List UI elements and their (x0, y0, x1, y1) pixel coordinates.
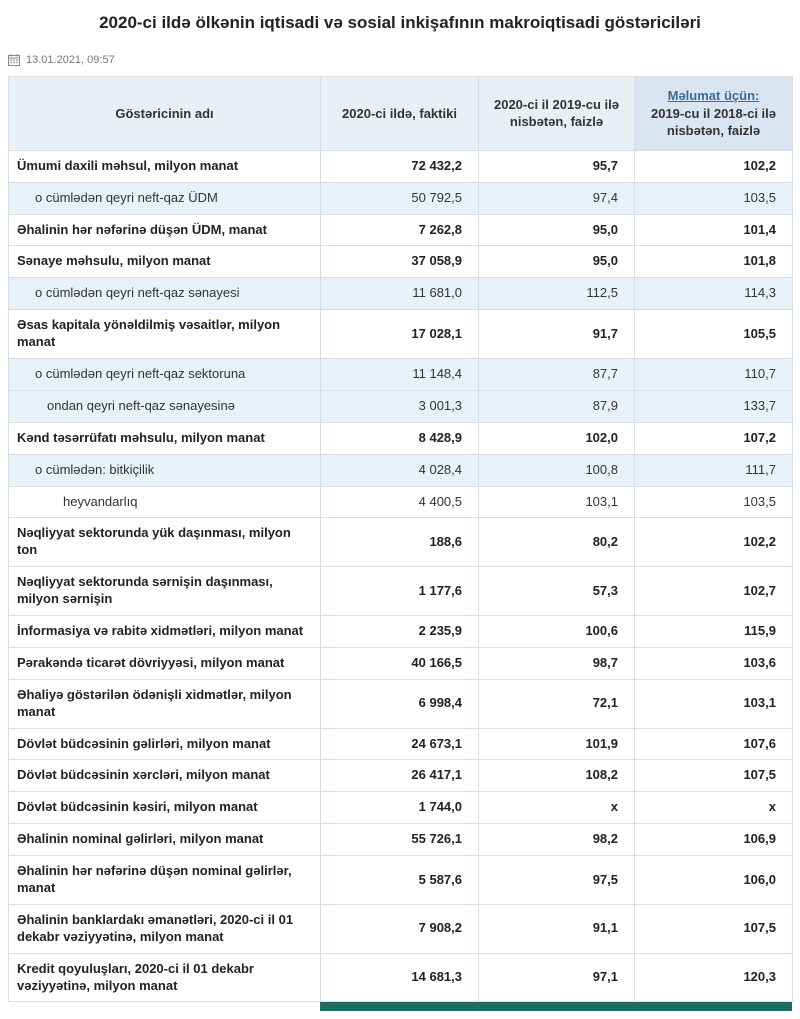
table-row (9, 647, 793, 679)
value-2020-actual: 4 400,5 (321, 486, 479, 518)
indicator-name: Dövlət büdcəsinin kəsiri, milyon manat (9, 792, 321, 824)
value-vs-2019: 97,1 (479, 953, 635, 1002)
table-row (9, 856, 793, 905)
value-2020-actual: 7 262,8 (321, 214, 479, 246)
table-row (9, 358, 793, 390)
indicator-name: Əsas kapitala yönəldilmiş vəsaitlər, milyon manat (9, 310, 321, 359)
column-header-indicator: Göstəricinin adı (9, 77, 321, 151)
value-vs-2019: 87,9 (479, 390, 635, 422)
value-2020-actual: 6 998,4 (321, 679, 479, 728)
value-vs-2018: 107,5 (635, 904, 793, 953)
vs-2018-header-text: 2019-cu il 2018-ci ilə nisbətən, faizlə (650, 105, 777, 139)
value-2020-actual: 4 028,4 (321, 454, 479, 486)
indicator-name: Nəqliyyat sektorunda sərnişin daşınması, milyon sərnişin (9, 567, 321, 616)
value-2020-actual: 11 681,0 (321, 278, 479, 310)
publish-date-line (8, 54, 792, 66)
value-vs-2019: 100,8 (479, 454, 635, 486)
table-header (9, 77, 793, 151)
value-2020-actual: 7 908,2 (321, 904, 479, 953)
table-row (9, 310, 793, 359)
indicator-name: Əhalinin hər nəfərinə düşən ÜDM, manat (9, 214, 321, 246)
value-vs-2019: 108,2 (479, 760, 635, 792)
footer-bar (320, 1002, 792, 1011)
value-vs-2019: 95,7 (479, 150, 635, 182)
table-row (9, 390, 793, 422)
value-2020-actual: 72 432,2 (321, 150, 479, 182)
table-row (9, 615, 793, 647)
table-row (9, 567, 793, 616)
table-body (9, 150, 793, 1002)
calendar-icon (8, 54, 20, 66)
publish-timestamp: 13.01.2021, 09:57 (26, 54, 115, 67)
value-vs-2019: 87,7 (479, 358, 635, 390)
value-vs-2018: 133,7 (635, 390, 793, 422)
column-header-vs-2019: 2020-ci il 2019-cu ilə nisbətən, faizlə (479, 77, 635, 151)
value-vs-2019: 97,4 (479, 182, 635, 214)
table-row (9, 518, 793, 567)
indicator-name: Əhalinin hər nəfərinə düşən nominal gəlirlər, manat (9, 856, 321, 905)
value-vs-2018: 110,7 (635, 358, 793, 390)
value-vs-2018: 101,4 (635, 214, 793, 246)
table-row (9, 454, 793, 486)
table-row (9, 760, 793, 792)
value-2020-actual: 37 058,9 (321, 246, 479, 278)
value-vs-2018: 103,6 (635, 647, 793, 679)
indicator-name: Ümumi daxili məhsul, milyon manat (9, 150, 321, 182)
indicator-name: Dövlət büdcəsinin xərcləri, milyon manat (9, 760, 321, 792)
value-vs-2018: 103,5 (635, 182, 793, 214)
value-vs-2018: x (635, 792, 793, 824)
value-vs-2019: x (479, 792, 635, 824)
indicator-name: o cümlədən: bitkiçilik (9, 454, 321, 486)
value-vs-2018: 107,2 (635, 422, 793, 454)
indicators-table (8, 76, 793, 1002)
value-vs-2019: 101,9 (479, 728, 635, 760)
value-2020-actual: 8 428,9 (321, 422, 479, 454)
value-vs-2018: 120,3 (635, 953, 793, 1002)
value-2020-actual: 3 001,3 (321, 390, 479, 422)
table-row (9, 486, 793, 518)
info-link[interactable]: Məlumat üçün: (667, 88, 760, 104)
value-vs-2018: 101,8 (635, 246, 793, 278)
value-vs-2019: 102,0 (479, 422, 635, 454)
indicator-name: İnformasiya və rabitə xidmətləri, milyon manat (9, 615, 321, 647)
value-2020-actual: 17 028,1 (321, 310, 479, 359)
value-vs-2019: 98,2 (479, 824, 635, 856)
table-row (9, 824, 793, 856)
value-vs-2018: 107,6 (635, 728, 793, 760)
value-vs-2019: 80,2 (479, 518, 635, 567)
value-vs-2019: 72,1 (479, 679, 635, 728)
value-2020-actual: 11 148,4 (321, 358, 479, 390)
column-header-actual-2020: 2020-ci ildə, faktiki (321, 77, 479, 151)
value-2020-actual: 5 587,6 (321, 856, 479, 905)
value-vs-2018: 115,9 (635, 615, 793, 647)
value-vs-2019: 103,1 (479, 486, 635, 518)
page-title: 2020-ci ildə ölkənin iqtisadi və sosial inkişafının makroiqtisadi göstəriciləri (99, 13, 701, 32)
value-vs-2019: 95,0 (479, 246, 635, 278)
value-vs-2019: 97,5 (479, 856, 635, 905)
value-vs-2019: 98,7 (479, 647, 635, 679)
value-2020-actual: 1 744,0 (321, 792, 479, 824)
indicator-name: Pərakəndə ticarət dövriyyəsi, milyon manat (9, 647, 321, 679)
value-vs-2019: 91,1 (479, 904, 635, 953)
indicator-name: Əhalinin nominal gəlirləri, milyon manat (9, 824, 321, 856)
value-2020-actual: 40 166,5 (321, 647, 479, 679)
table-row (9, 422, 793, 454)
table-row (9, 953, 793, 1002)
value-2020-actual: 2 235,9 (321, 615, 479, 647)
table-row (9, 182, 793, 214)
value-2020-actual: 188,6 (321, 518, 479, 567)
indicator-name: Nəqliyyat sektorunda yük daşınması, milyon ton (9, 518, 321, 567)
indicator-name: Əhalinin banklardakı əmanətləri, 2020-ci il 01 dekabr vəziyyətinə, milyon manat (9, 904, 321, 953)
value-vs-2018: 103,1 (635, 679, 793, 728)
value-2020-actual: 14 681,3 (321, 953, 479, 1002)
table-row (9, 278, 793, 310)
value-vs-2018: 102,2 (635, 150, 793, 182)
table-row (9, 214, 793, 246)
value-vs-2018: 111,7 (635, 454, 793, 486)
value-vs-2019: 100,6 (479, 615, 635, 647)
table-row (9, 904, 793, 953)
indicator-name: Sənaye məhsulu, milyon manat (9, 246, 321, 278)
value-vs-2018: 106,0 (635, 856, 793, 905)
value-2020-actual: 24 673,1 (321, 728, 479, 760)
indicator-name: o cümlədən qeyri neft-qaz sektoruna (9, 358, 321, 390)
value-vs-2018: 114,3 (635, 278, 793, 310)
value-vs-2019: 91,7 (479, 310, 635, 359)
value-vs-2018: 107,5 (635, 760, 793, 792)
indicator-name: Kredit qoyuluşları, 2020-ci il 01 dekabr vəziyyətinə, milyon manat (9, 953, 321, 1002)
value-vs-2019: 112,5 (479, 278, 635, 310)
value-vs-2019: 57,3 (479, 567, 635, 616)
value-vs-2018: 102,2 (635, 518, 793, 567)
indicator-name: heyvandarlıq (9, 486, 321, 518)
value-2020-actual: 1 177,6 (321, 567, 479, 616)
value-vs-2018: 103,5 (635, 486, 793, 518)
indicator-name: o cümlədən qeyri neft-qaz sənayesi (9, 278, 321, 310)
value-vs-2018: 102,7 (635, 567, 793, 616)
table-row (9, 728, 793, 760)
indicator-name: Kənd təsərrüfatı məhsulu, milyon manat (9, 422, 321, 454)
indicator-name: ondan qeyri neft-qaz sənayesinə (9, 390, 321, 422)
indicator-name: Əhaliyə göstərilən ödənişli xidmətlər, milyon manat (9, 679, 321, 728)
value-2020-actual: 55 726,1 (321, 824, 479, 856)
value-vs-2019: 95,0 (479, 214, 635, 246)
value-vs-2018: 106,9 (635, 824, 793, 856)
table-row (9, 679, 793, 728)
value-vs-2018: 105,5 (635, 310, 793, 359)
table-row (9, 150, 793, 182)
table-row (9, 246, 793, 278)
table-row (9, 792, 793, 824)
column-header-vs-2018 (635, 77, 793, 151)
value-2020-actual: 26 417,1 (321, 760, 479, 792)
value-2020-actual: 50 792,5 (321, 182, 479, 214)
indicator-name: Dövlət büdcəsinin gəlirləri, milyon manat (9, 728, 321, 760)
indicator-name: o cümlədən qeyri neft-qaz ÜDM (9, 182, 321, 214)
